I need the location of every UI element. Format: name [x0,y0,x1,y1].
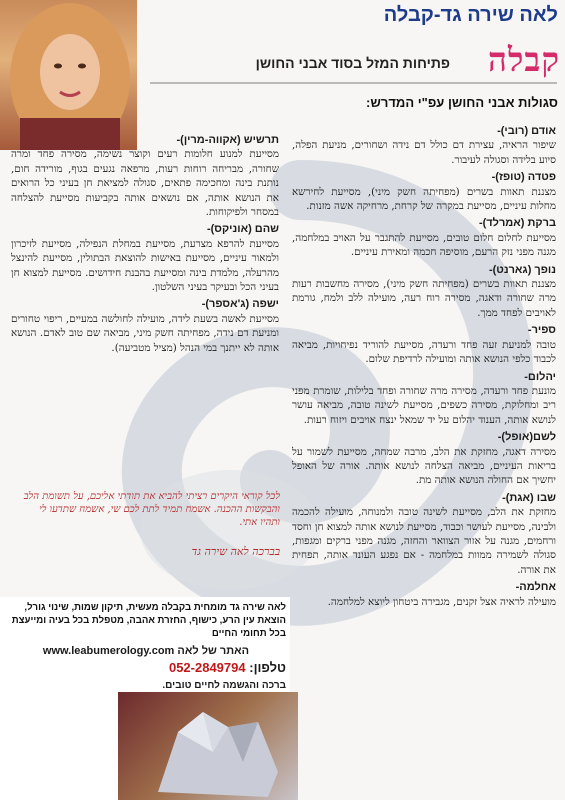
phone-label: טלפון: [249,660,286,675]
stone-description: מצננת תאוות בשרים (מפחיתה חשק מיני), מסייעת לחירשא מחלות עיניים, מסייעת במקרה של קרחת, מרחיקה אשה מזנות. [292,185,556,213]
stone-name: ברקת (אמרלד)- [478,217,556,230]
article-subtitle: פתיחות המזל בסוד אבני החושן [255,55,450,71]
stone-name: שבו (אגת)- [502,491,556,504]
handwritten-signature: בברכה לאה שירה גד [191,545,280,558]
stone-description: מועילה לראיה אצל זקנים, מגבירה ביטחון ליוצא למלחמה. [327,595,556,608]
author-name-title: לאה שירה גד-קבלה [383,4,558,26]
handwritten-note: לכל קוראי היקרים רציתי להביא את תודתי אליכם, על תשומת הלב והבקשות ההכנה. אשמח תמיד לתת לכם שי, אשמח שתדעו לי ותהיו אתי. [23,491,280,528]
stone-name: ישפה (ג'אספר)- [201,298,279,311]
stone-entry [292,580,556,609]
phone-number[interactable]: 052-2849794 [168,660,246,675]
stone-name: שהם (אוניקס)- [206,223,279,236]
stone-entry [11,222,279,294]
header-divider [150,82,557,84]
crystal-photo [118,692,298,800]
stone-description: מצננת תאוות בשרים (מפחיתה חשק מיני), מסירה מחשבות רעות מרה שחורה ודאגה, מסירה רוח רעה, מועילה ללב ולמח, גורמת לאויבים לפחד ממך. [292,278,556,319]
blessing-text: ברכה והגשמה לחיים טובים. [162,680,286,691]
stone-name: יהלום- [524,370,556,383]
stone-entry [292,124,556,167]
stone-description: טובה למניעת זעה פחד ורעדה, מסייעת להוריד נפיחויות, מביאה לכבוד כלפי הנושא אותה ומועילה לרדיפת שלום. [292,338,556,366]
stone-entry [292,216,556,259]
left-column [11,133,279,358]
website-url[interactable]: www.leabumerology.com [42,645,175,657]
kabbalah-logo: קבלה [488,40,560,79]
stone-description: מסירה דאגה, מחזקת את הלב, מרבה שמחה, מסייעת לשמור על בריאות העיניים, מביאה הצלחה לנושא אותה. אורה של האופל יחשיך אם החולה הנושא אותה מת. [292,445,556,487]
stone-name: ספיר- [527,324,556,337]
stone-entry [292,370,556,428]
phone-line [6,660,286,675]
stone-entry [292,491,556,577]
about-text: לאה שירה גד מומחית בקבלה מעשית, תיקון שמות, שינוי גורל, הוצאת עין הרע, כישוף, החזרת אהבה, מטפלת בכל בעיה ומייעצת בכל תחומי החיים [11,602,286,639]
stone-description: שיפור הראיה, עצירת דם כולל דם נידה ושחורים, מניעת הפלה, סיוע בלידה וסגולה לעיבור. [292,139,556,166]
section-title: סגולות אבני החושן עפ"י המדרש: [366,95,558,110]
stone-entry [11,297,279,355]
stone-name: לשם(אופל)- [497,431,556,444]
stone-entry [292,430,556,488]
stone-entry [11,133,279,219]
stone-entry [292,263,556,321]
stone-name: תרשיש (אקווה-מרין)- [176,134,279,146]
website-line [6,645,286,657]
website-label: האתר של לאה [177,645,250,657]
stone-name: אודם (רובי)- [497,125,556,137]
stone-description: מחזקת את הלב, מסייעת לשינה טובה ולמנוחה, מועילה להכמה ולבינה, מסייעת לעושר וכבוד, מסייעת לנושא אותה למצוא חן וחסד ורחמים, מגנה על אזור הצוואר והחזה, מגנה מפני ברקים ומגפות, סגולה לשמירה ממוות במלחמה - אם נפגע העונד אותה, תפחית את אורה. [292,506,556,576]
stone-entry [292,170,556,213]
stone-description: מסייעת לחלום חלום טובים, מסייעת להתגבר על האויב במלחמה, מגנה מפני נזק הרעם, מוסיפה חכמה ומאירת עיניים. [292,231,556,259]
right-column [292,124,556,612]
stone-entry [292,323,556,366]
stone-description: מונעת פחד ורעדה, מסירה מרה שחורה ופחד בלילות, שומרת מפני ריב ומחלוקת, מסירה כשפים, מסייעת לשינה טובה, מביאה עושר לנושא אותה, הענוד יהלום על יד שמאל ינצח אויבים ויזוח רעות. [292,384,556,426]
stone-description: מסייעת להרפא מצרעת, מסייעת במחלת הנפילה, מסייעת לזיכרון ולמאור עיניים, מסייעת באישות להוצאת הבתולין, מסייעת להינצל מהרעלה, מלמדת בינה ומסייעת בהבנת חידושים. מסייעת למצוא חן בעיני הכל ובעיקר בעיני השלטון. [11,237,279,294]
stone-name: אחלמה- [515,581,556,594]
stone-name: פטדה (טופז)- [491,171,556,184]
stone-description: מסייעת לאשה בשעת לידה, מועילה לחולשה במעיים, ריפוי טחורים ומניעת דם נידה, מפחיתה חשק מיני, מביאה שם טוב לאדם. הנושא אותה לא ייתנך במי הנהל (מציל מטביעה). [11,312,279,354]
stone-name: נופך (גארנט)- [488,263,556,276]
stone-description: מסייעת למנוע חלומות רעים וקוצר נשימה, מסירה פחד ומרה שחורה, מבריחה רוחות רעות, מרפאה נגעים בגוף, מורידה חום, נותנת בינה ומחכימה פתאים, סגולה למציאת חן בעיני כל הרואים את הנושא אותה, אם נושאים אותה בקביעות מסייעת להצלחה במסחר ולפיקוחות. [11,148,279,219]
author-portrait [0,0,137,150]
